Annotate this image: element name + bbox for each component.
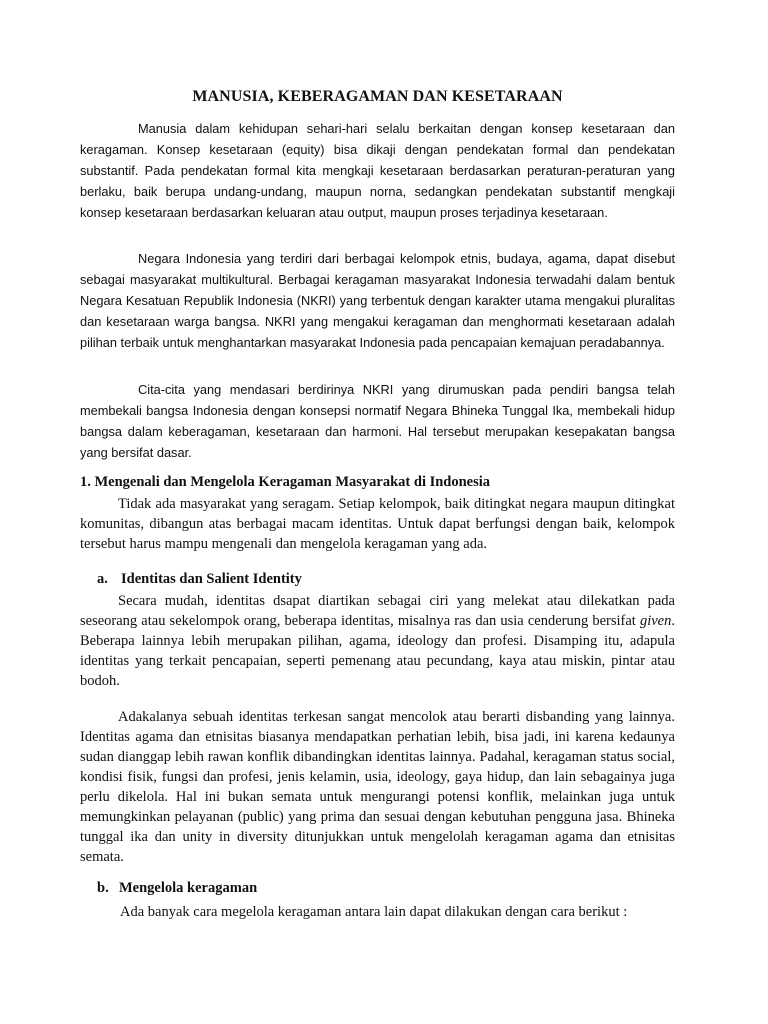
subsection-b-heading [97,880,257,897]
subsection-b-paragraph: Ada banyak cara megelola keragaman antara lain dapat dilakukan dengan cara berikut : [120,904,628,920]
document-title: MANUSIA, KEBERAGAMAN DAN KESETARAAN [192,88,563,105]
subsection-a-heading [97,571,302,588]
subsection-a-paragraph-1 [80,591,675,691]
intro-paragraph-2: Negara Indonesia yang terdiri dari berbagai kelompok etnis, budaya, agama, dapat disebut sebagai masyarakat multikultural. Berbagai keragaman masyarakat Indonesia terwadahi dalam bentuk Negara Kesatuan Republik Indonesia (NKRI) yang terbentuk dengan karakter utama mengakui pluralitas dan kesetaraan warga bangsa. NKRI yang mengakui keragaman dan menghormati kesetaraan adalah pilihan terbaik untuk menghantarkan masyarakat Indonesia pada pencapaian kemajuan peradabannya. [80,251,675,350]
subsection-a-paragraph-1-part-1: Secara mudah, identitas dsapat diartikan sebagai ciri yang melekat atau dilekatkan pada seseorang atau sekelompok orang, beberapa identitas, misalnya ras dan usia cenderung bersifat [80,593,675,629]
section-1-heading: 1. Mengenali dan Mengelola Keragaman Masyarakat di Indonesia [80,474,491,490]
intro-paragraph-3: Cita-cita yang mendasari berdirinya NKRI yang dirumuskan pada pendiri bangsa telah membekali bangsa Indonesia dengan konsepsi normatif Negara Bhineka Tunggal Ika, membekali hidup bangsa dalam keberagaman, kesetaraan dan harmoni. Hal tersebut merupakan kesepakatan bangsa yang bersifat dasar. [80,382,675,460]
intro-paragraph-1: Manusia dalam kehidupan sehari-hari selalu berkaitan dengan konsep kesetaraan dan keragaman. Konsep kesetaraan (equity) bisa dikaji dengan pendekatan formal dan pendekatan substantif. Pada pendekatan formal kita mengkaji kesetaraan berdasarkan peraturan-peraturan yang berlaku, baik berupa undang-undang, maupun norna, sedangkan pendekatan substantif mengkaji konsep kesetaraan berdasarkan keluaran atau output, maupun proses terjadinya kesetaraan. [80,121,675,220]
section-1-paragraph: Tidak ada masyarakat yang seragam. Setiap kelompok, baik ditingkat negara maupun ditingkat komunitas, dibangun atas berbagai macam identitas. Untuk dapat berfungsi dengan baik, kelompok tersebut harus mampu mengenali dan mengelola keragaman yang ada. [80,496,675,552]
subsection-a-marker: a. [97,571,108,587]
subsection-b-marker: b. [97,880,109,896]
subsection-a-paragraph-1-italic: given [639,613,672,629]
subsection-a-paragraph-2: Adakalanya sebuah identitas terkesan sangat mencolok atau berarti disbanding yang lainnya. Identitas agama dan etnisitas biasanya mendapatkan perhatian lebih, bisa jadi, ini karena kedaunya sudan dianggap lebih rawan konflik dibandingkan identitas lainnya. Padahal, keragaman status social, kondisi fisik, fungsi dan profesi, jenis kelamin, usia, ideology, gaya hidup, dan lain sebagainya juga perlu dikelola. Hal ini bukan semata untuk mengurangi potensi konflik, melainkan juga untuk memungkinkan pelayanan (public) yang prima dan sesuai dengan kebutuhan pengguna jasa. Bhineka tunggal ika dan unity in diversity ditunjukkan untuk mengelolah keragaman agama dan etnisitas semata. [80,709,675,865]
subsection-a-paragraph-1-part-2: . Beberapa lainnya lebih merupakan pilihan, agama, ideology dan profesi. Disamping itu, adapula identitas yang terkait pencapaian, seperti pemenang atau pecundang, kaya atau miskin, pintar atau bodoh. [80,613,675,689]
subsection-b-title: Mengelola keragaman [119,880,258,896]
subsection-a-title: Identitas dan Salient Identity [121,571,302,587]
